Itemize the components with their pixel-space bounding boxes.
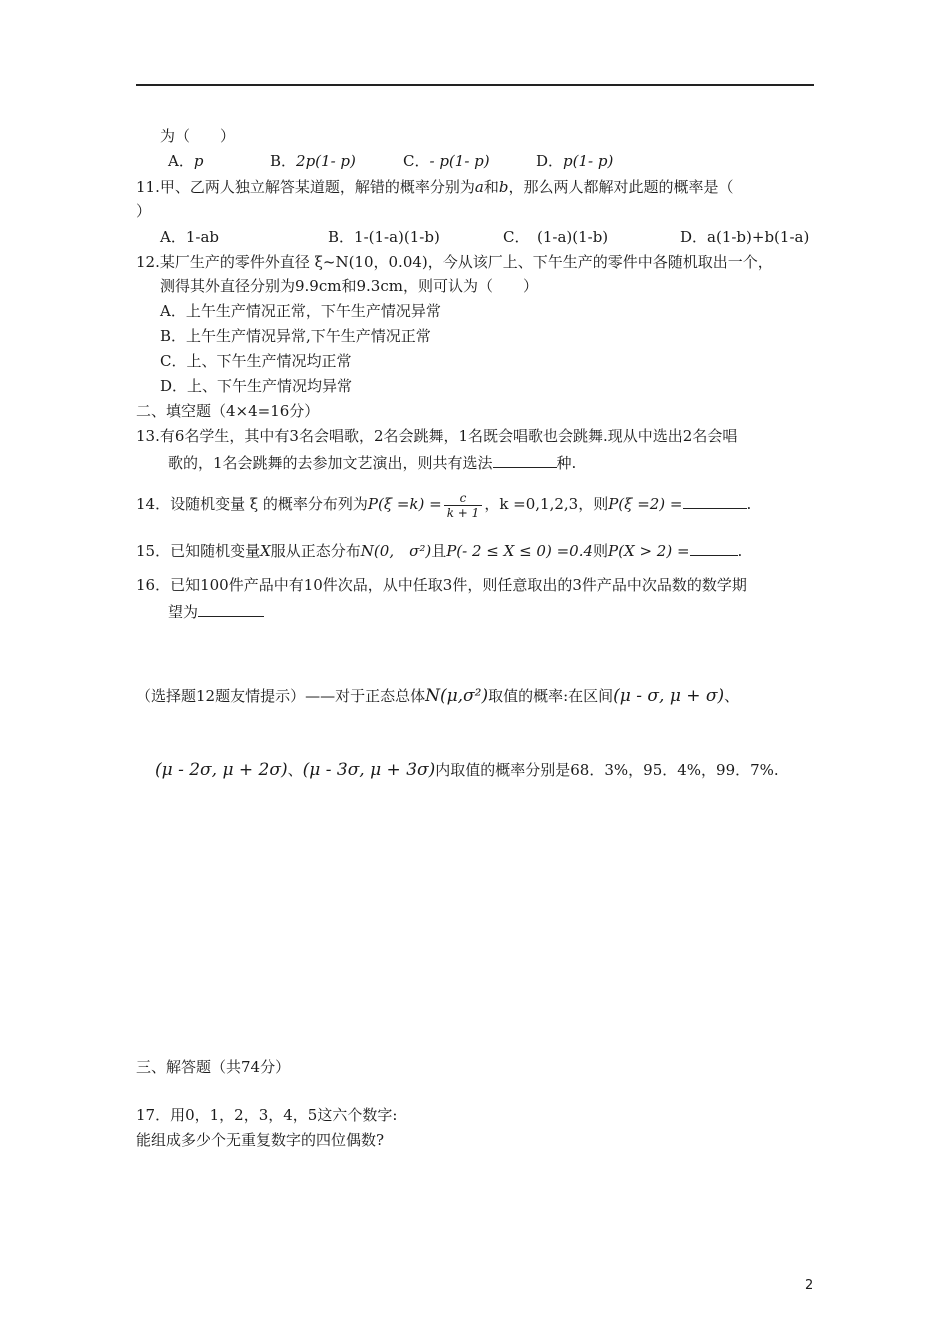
q10-option-c: C．- p(1- p) (403, 152, 490, 170)
q11-option-c: C． (1-a)(1-b) (503, 228, 609, 246)
q14-line: 14．设随机变量 ξ 的概率分布列为P(ξ =k) = $\frac{c}{k + 1}$ ，k =0,1,2,3，则P(ξ =2) = . (136, 490, 752, 520)
q15-line: 15．已知随机变量X服从正态分布N(0, σ²)且P(- 2 ≤ X ≤ 0) =0.4则P(X > 2) = . (136, 539, 742, 561)
q10-tail: 为（ ） (160, 127, 236, 145)
q11-option-b: B．1-(1-a)(1-b) (328, 228, 440, 246)
section-2-title: 二、填空题（4×4=16分） (136, 402, 320, 420)
page-number: 2 (805, 1278, 814, 1293)
q13-line1: 13.有6名学生，其中有3名会唱歌，2名会跳舞，1名既会唱歌也会跳舞.现从中选出2名会唱 (136, 427, 738, 445)
header-rule (136, 84, 814, 86)
q12-stem-line1: 12.某厂生产的零件外直径 ξ~N(10，0.04)，今从该厂上、下午生产的零件中各随机取出一个， (136, 253, 773, 271)
q11-stem-close: ） (136, 202, 152, 220)
q12-option-d: D．上、下午生产情况均异常 (160, 377, 353, 395)
q12-option-b: B．上午生产情况异常,下午生产情况正常 (160, 327, 431, 345)
q12-stem-line2: 测得其外直径分别为9.9cm和9.3cm，则可认为（ ） (160, 277, 538, 295)
hint-line2: (μ - 2σ, μ + 2σ)、(μ - 3σ, μ + 3σ)内取值的概率分别是68．3%，95．4%，99．7%. (155, 760, 779, 780)
q17-line1: 17．用0，1，2，3，4，5这六个数字: (136, 1106, 398, 1124)
q13-answer-blank[interactable] (493, 451, 557, 468)
q10-option-d: D．p(1- p) (536, 152, 614, 170)
q16-answer-blank[interactable] (198, 600, 264, 617)
q12-option-a: A．上午生产情况正常，下午生产情况异常 (160, 302, 441, 320)
hint-line1: （选择题12题友情提示）——对于正态总体N(μ,σ²)取值的概率:在区间(μ - σ, μ + σ)、 (136, 686, 740, 706)
q15-answer-blank[interactable] (690, 539, 738, 556)
q16-line2: 望为 (168, 600, 264, 622)
q11-option-a: A．1-ab (160, 228, 219, 246)
section-3-title: 三、解答题（共74分） (136, 1058, 291, 1076)
q10-option-a: A．p (168, 152, 204, 170)
q14-answer-blank[interactable] (683, 492, 747, 509)
q17-line2: 能组成多少个无重复数字的四位偶数? (136, 1131, 385, 1149)
q12-option-c: C．上、下午生产情况均正常 (160, 352, 352, 370)
q10-option-b: B．2p(1- p) (270, 152, 356, 170)
q13-line2: 歌的，1名会跳舞的去参加文艺演出，则共有选法 种. (168, 451, 576, 473)
q11-stem: 11.甲、乙两人独立解答某道题，解错的概率分别为a和b，那么两人都解对此题的概率是（ (136, 178, 734, 196)
q16-line1: 16．已知100件产品中有10件次品，从中任取3件，则任意取出的3件产品中次品数的数学期 (136, 576, 747, 594)
q11-option-d: D．a(1-b)+b(1-a) (680, 228, 810, 246)
q14-fraction: $\frac{c}{k + 1}$ (444, 491, 483, 520)
